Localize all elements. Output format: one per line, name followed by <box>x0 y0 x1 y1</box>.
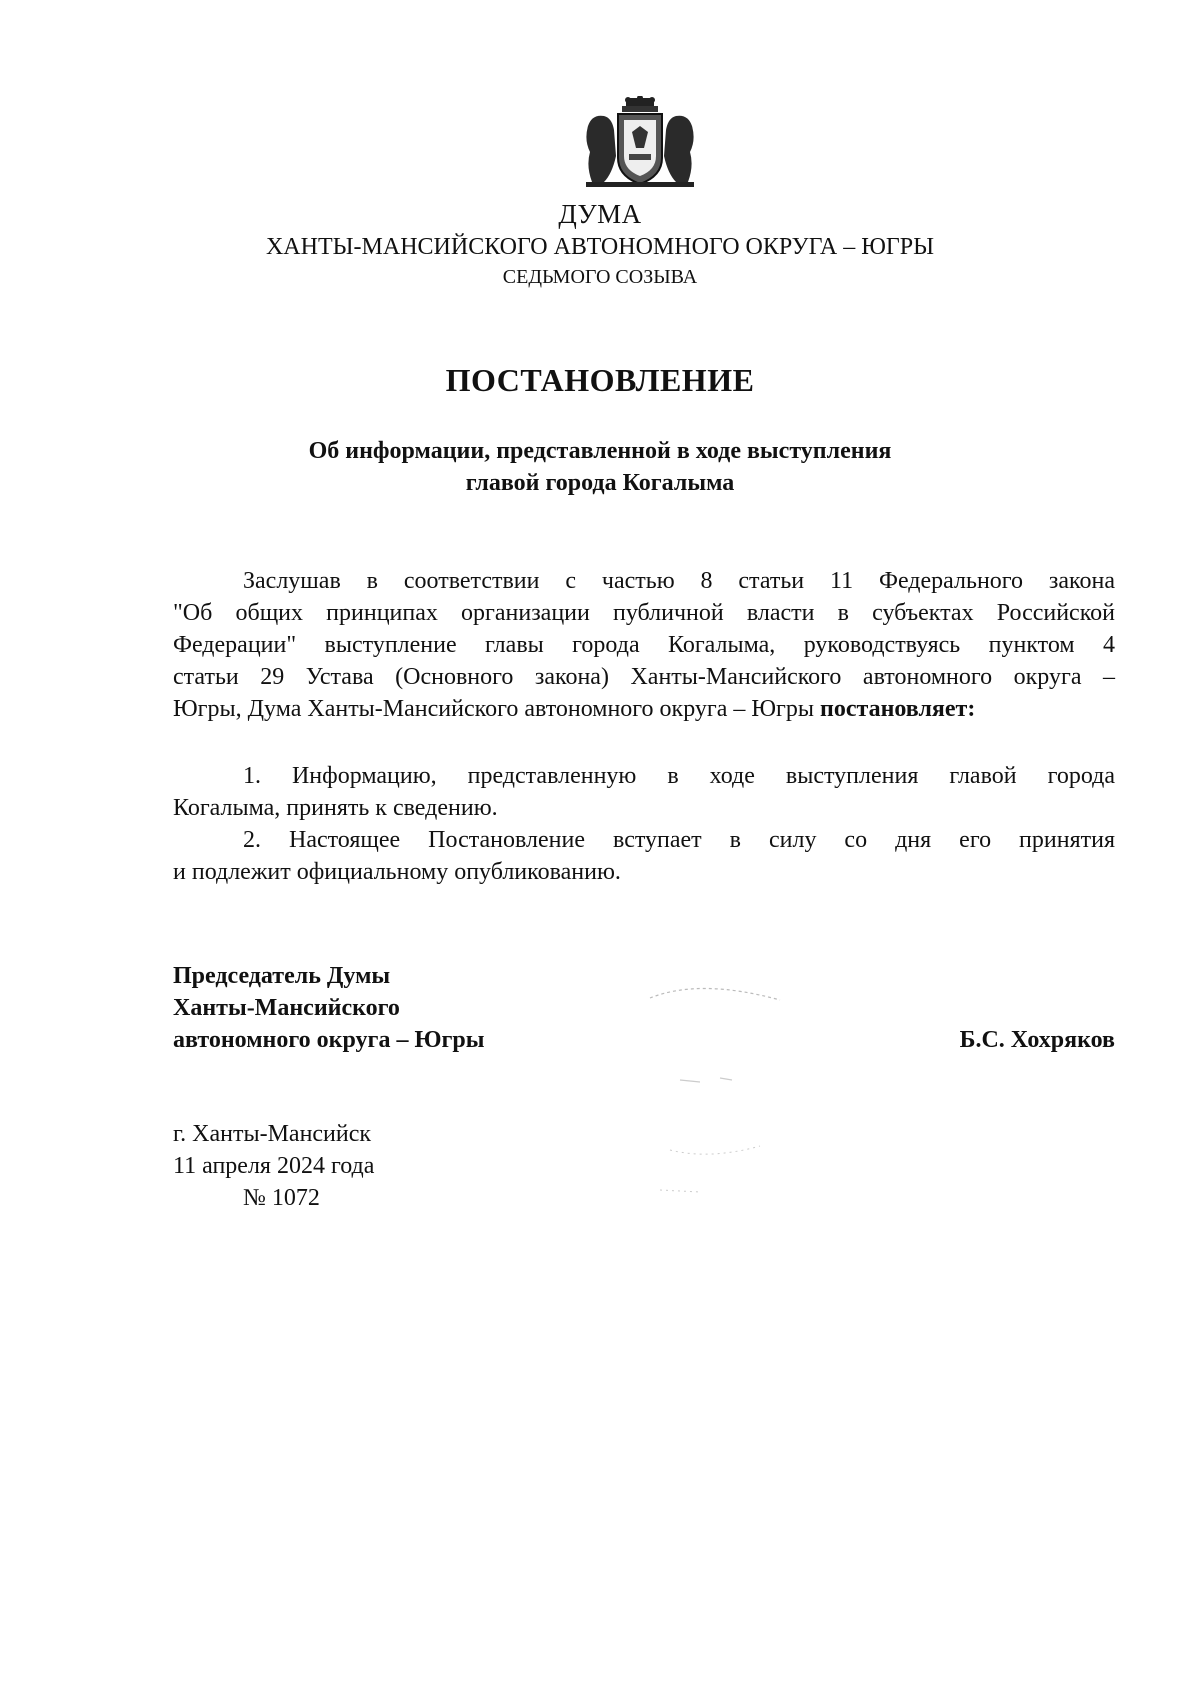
preamble-line: статьи 29 Устава (Основного закона) Ханты-Мансийского автономного округа – <box>173 664 1115 690</box>
document-type-title: ПОСТАНОВЛЕНИЕ <box>445 362 755 398</box>
item-line: 1. Информацию, представленную в ходе выступления главой города <box>243 763 1115 789</box>
resolution-item-2 <box>173 824 1115 888</box>
resolution-item-1 <box>173 760 1115 824</box>
preamble-paragraph <box>173 565 1115 725</box>
issue-date: 11 апреля 2024 года <box>173 1153 375 1179</box>
faded-stamp <box>640 970 810 1200</box>
resolves-word: постановляет: <box>820 696 976 722</box>
signatory-position-line: автономного округа – Югры <box>173 1027 485 1053</box>
okrug-heading: ХАНТЫ-МАНСИЙСКОГО АВТОНОМНОГО ОКРУГА – ЮГРЫ <box>265 234 935 260</box>
document-number: № 1072 <box>243 1185 320 1211</box>
subject-line-2: главой города Когалыма <box>465 470 735 496</box>
duma-heading: ДУМА <box>558 199 642 229</box>
preamble-line: "Об общих принципах организации публичной власти в субъектах Российской <box>173 600 1115 626</box>
coat-of-arms-icon <box>582 96 698 188</box>
preamble-line: Заслушав в соответствии с частью 8 статьи 11 Федерального закона <box>243 568 1115 594</box>
item-line: 2. Настоящее Постановление вступает в силу со дня его принятия <box>243 827 1115 853</box>
subject-line-1: Об информации, представленной в ходе выступления <box>308 438 892 464</box>
item-line: и подлежит официальному опубликованию. <box>173 859 621 885</box>
signatory-position-line: Ханты-Мансийского <box>173 995 400 1021</box>
signatory-position-line: Председатель Думы <box>173 963 391 989</box>
item-line: Когалыма, принять к сведению. <box>173 795 498 821</box>
signatory-name: Б.С. Хохряков <box>959 1027 1115 1053</box>
preamble-line: Федерации" выступление главы города Когалыма, руководствуясь пунктом 4 <box>173 632 1115 658</box>
preamble-line: Югры, Дума Ханты-Мансийского автономного округа – Югры <box>173 696 821 722</box>
sozyv-heading: СЕДЬМОГО СОЗЫВА <box>502 266 698 288</box>
issue-place: г. Ханты-Мансийск <box>173 1121 372 1147</box>
preamble-last-line <box>173 693 1115 725</box>
